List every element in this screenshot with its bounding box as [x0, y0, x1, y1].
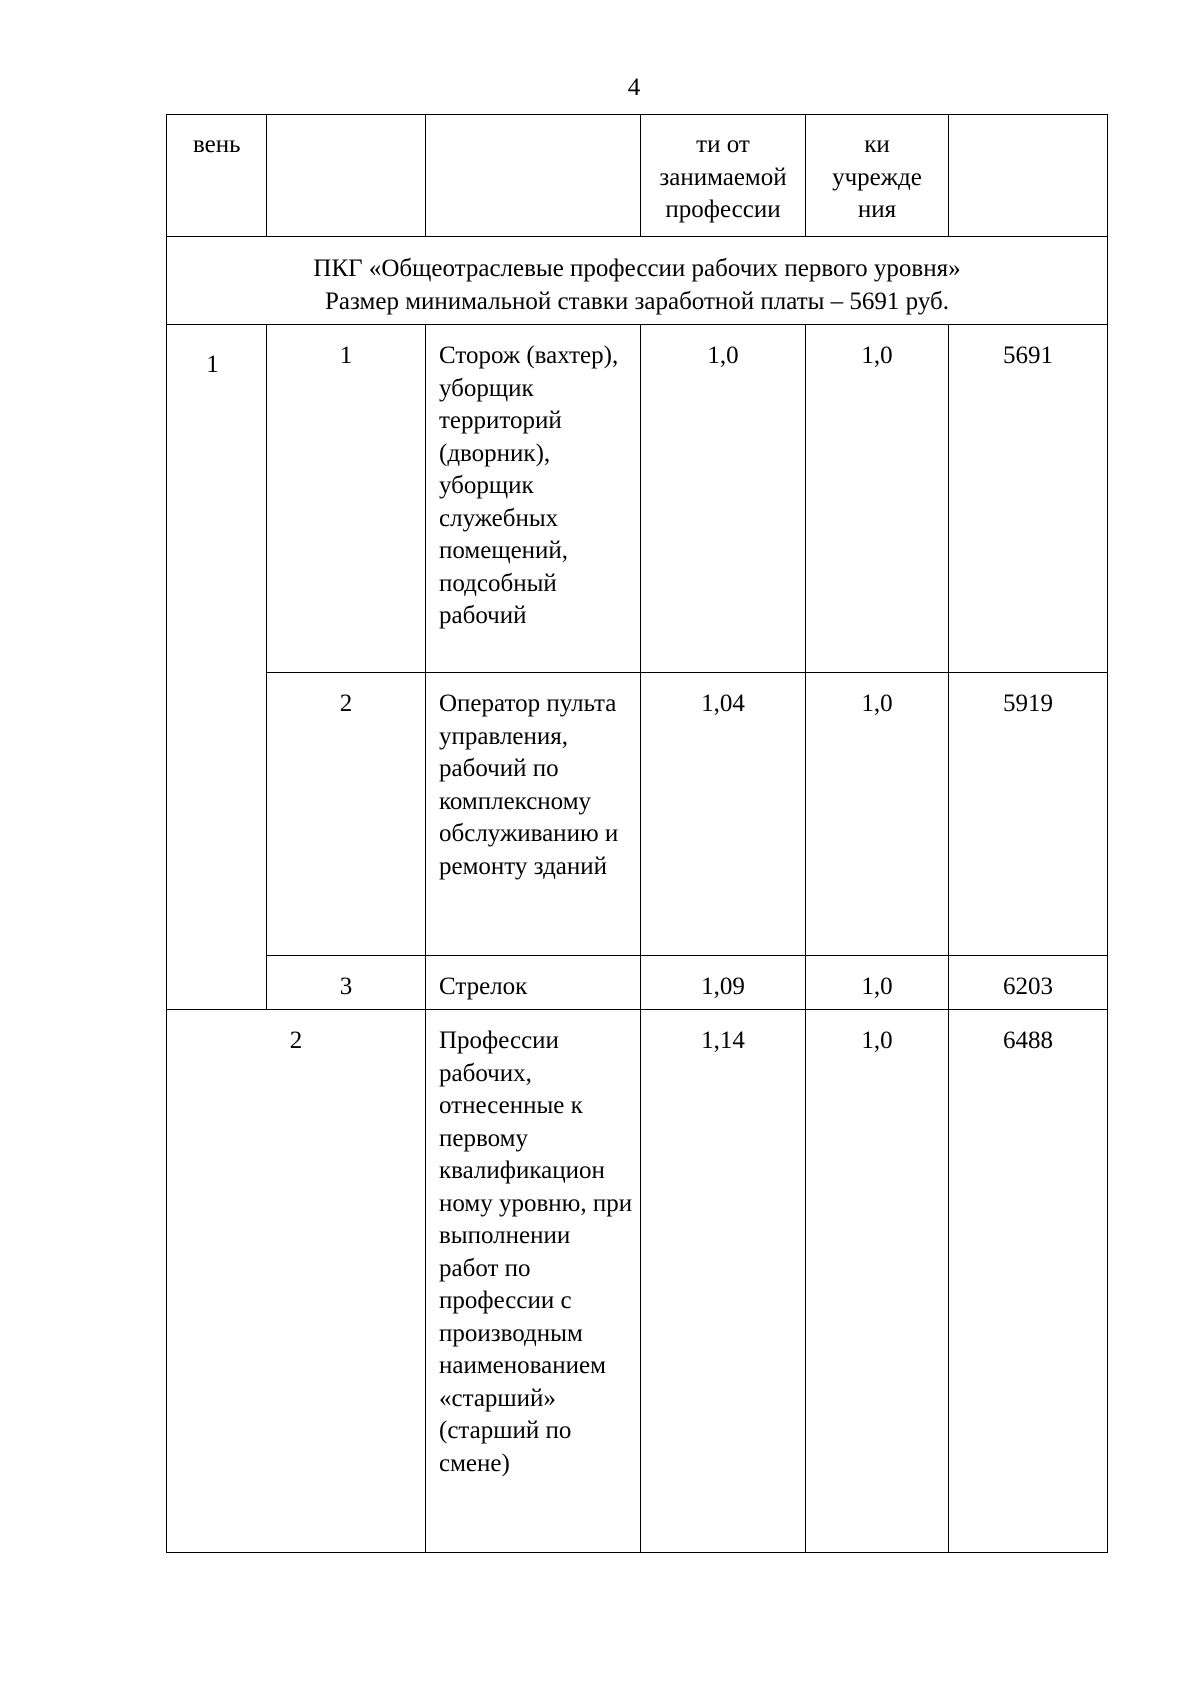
coef-position-value: 1,0 [707, 342, 739, 369]
group-title-cell [167, 237, 1108, 325]
position-cell [426, 325, 641, 673]
header-position-cell [426, 115, 641, 237]
page-number: 4 [627, 74, 641, 101]
header-position-text [426, 115, 640, 130]
header-level-text: вень [193, 131, 241, 158]
salary-value: 5691 [1003, 342, 1053, 369]
wage-table [166, 114, 1108, 1553]
coef-position-value: 1,04 [701, 690, 745, 717]
group-title: ПКГ «Общеотраслевые профессии рабочих первого уровня» [313, 255, 961, 282]
level-1-number: 1 [206, 351, 219, 378]
coef-institution-cell [806, 1010, 949, 1553]
table-row [167, 673, 1108, 956]
salary-cell [949, 673, 1108, 956]
qual-level-cell [267, 956, 426, 1010]
header-coef-position-cell [641, 115, 806, 237]
coef-institution-value: 1,0 [861, 690, 893, 717]
position-name: Стрелок [439, 973, 528, 1000]
position-cell [426, 673, 641, 956]
qual-level-3: 3 [339, 973, 353, 1000]
coef-institution-value: 1,0 [861, 1027, 893, 1054]
qual-level-cell [267, 325, 426, 673]
coef-position-cell [641, 956, 806, 1010]
coef-institution-cell [806, 325, 949, 673]
position-name: Оператор пульта управления, рабочий по комплексному обслуживанию и ремонту зданий [439, 690, 619, 880]
table-row [167, 1010, 1108, 1553]
coef-institution-cell [806, 673, 949, 956]
position-name: Профессии рабочих, отнесенные к первому квалификацион ному уровню, при выполнении работ по профессии с производным наименованием «старший» (старший по смене) [439, 1027, 633, 1477]
level-2-number: 2 [289, 1027, 303, 1054]
position-cell [426, 956, 641, 1010]
salary-value: 6203 [1003, 973, 1053, 1000]
header-coef-institution-cell [806, 115, 949, 237]
salary-value: 6488 [1003, 1027, 1053, 1054]
coef-position-value: 1,14 [701, 1027, 745, 1054]
header-salary-text [949, 115, 1107, 130]
header-qual-level-cell [267, 115, 426, 237]
coef-position-value: 1,09 [701, 973, 745, 1000]
table-header-row [167, 115, 1108, 237]
table-row [167, 325, 1108, 673]
position-name: Сторож (вахтер), уборщик территорий (дворник), уборщик служебных помещений, подсобный рабочий [439, 342, 619, 629]
coef-institution-value: 1,0 [861, 342, 893, 369]
qual-level-cell [267, 673, 426, 956]
group-min-rate: Размер минимальной ставки заработной платы – 5691 руб. [325, 287, 949, 315]
coef-institution-cell [806, 956, 949, 1010]
header-salary-cell [949, 115, 1108, 237]
table-row [167, 956, 1108, 1010]
header-level-cell [167, 115, 267, 237]
salary-value: 5919 [1003, 690, 1053, 717]
position-cell [426, 1010, 641, 1553]
header-qual-level-text [267, 115, 425, 130]
header-coef-position-text: ти от занимаемой профессии [659, 131, 787, 223]
coef-position-cell [641, 1010, 806, 1553]
level-1-cell [167, 325, 267, 1010]
salary-cell [949, 1010, 1108, 1553]
coef-institution-value: 1,0 [861, 973, 893, 1000]
coef-position-cell [641, 325, 806, 673]
level-2-cell [167, 1010, 426, 1553]
coef-position-cell [641, 673, 806, 956]
header-coef-institution-text: ки учрежде ния [832, 131, 922, 223]
salary-cell [949, 325, 1108, 673]
group-title-row [167, 237, 1108, 325]
salary-cell [949, 956, 1108, 1010]
qual-level-1: 1 [339, 342, 353, 369]
qual-level-2: 2 [339, 690, 353, 717]
